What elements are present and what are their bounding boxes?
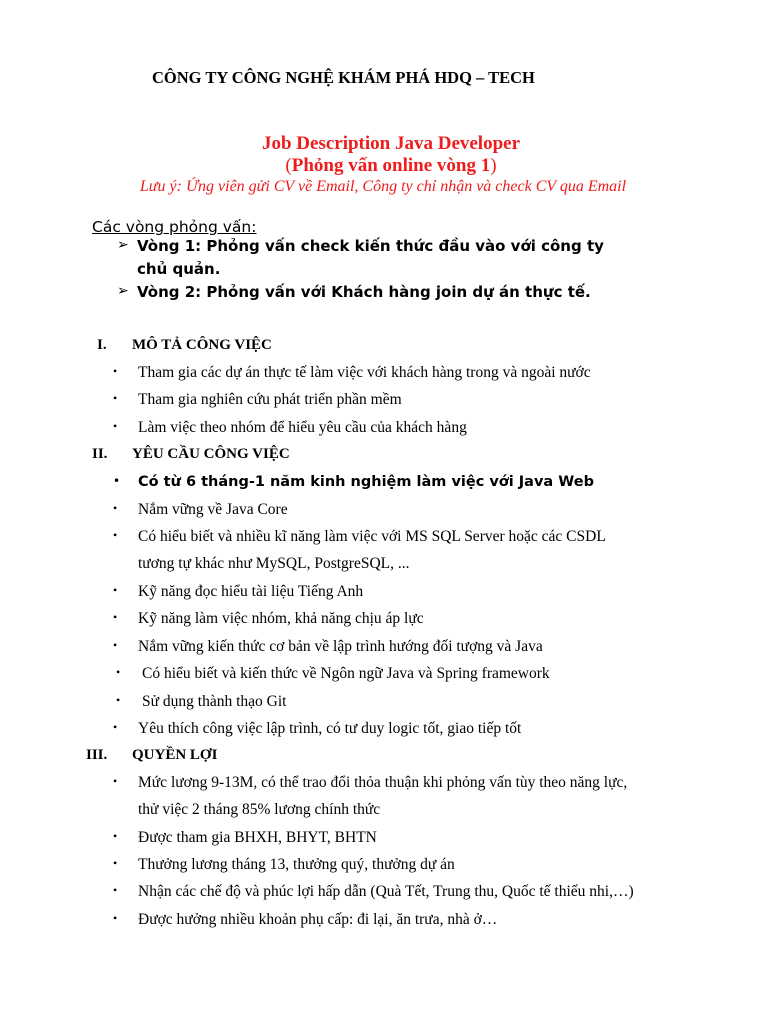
list-item-text: Mức lương 9-13M, có thể trao đổi thỏa thuận khi phỏng vấn tùy theo năng lực, — [138, 774, 628, 791]
list-item-text: Kỹ năng làm việc nhóm, khả năng chịu áp lực — [138, 610, 424, 627]
round-text: Vòng 1: Phỏng vấn check kiến thức đầu vào với công ty chủ quản. — [137, 237, 604, 278]
bullet-dot-icon: • — [116, 665, 121, 679]
section-number: III. — [86, 747, 108, 763]
subtitle-open-paren: ( — [285, 155, 292, 176]
list-item-text: tương tự khác như MySQL, PostgreSQL, ... — [138, 555, 410, 572]
list-item-text: Nhận các chế độ và phúc lợi hấp dẫn (Quà Tết, Trung thu, Quốc tế thiếu nhi,…) — [138, 883, 634, 900]
bullet-dot-icon: • — [113, 856, 118, 870]
list-item-text: Thưởng lương tháng 13, thưởng quý, thưởng dự án — [138, 856, 455, 873]
subtitle-close-paren: ) — [490, 155, 497, 176]
list-item-text: Có từ 6 tháng-1 năm kinh nghiệm làm việc với Java Web — [138, 474, 594, 490]
document-subtitle — [0, 155, 768, 177]
section-title: QUYỀN LỢI — [132, 747, 218, 763]
bullet-dot-icon: • — [113, 829, 118, 843]
bullet-dot-icon: • — [113, 883, 118, 897]
arrow-bullet-icon: ➢ — [117, 237, 129, 253]
section-title: MÔ TẢ CÔNG VIỆC — [132, 337, 272, 353]
interview-round-1 — [117, 235, 637, 281]
interview-rounds-heading — [92, 218, 256, 236]
list-item-text: Được hưởng nhiều khoản phụ cấp: đi lại, ăn trưa, nhà ở… — [138, 911, 498, 928]
list-item-text: Yêu thích công việc lập trình, có tư duy logic tốt, giao tiếp tốt — [138, 720, 522, 737]
section-number: I. — [97, 337, 107, 353]
bullet-dot-icon: • — [113, 610, 118, 624]
interview-rounds-heading-colon: : — [251, 218, 257, 236]
bullet-dot-icon: • — [113, 528, 118, 542]
list-item-text: Có hiểu biết và kiến thức về Ngôn ngữ Java và Spring framework — [142, 665, 550, 682]
document-title: Job Description Java Developer — [261, 133, 521, 154]
arrow-bullet-icon: ➢ — [117, 283, 129, 299]
bullet-dot-icon: • — [113, 720, 118, 734]
bullet-dot-icon: • — [113, 911, 118, 925]
bullet-dot-icon: • — [113, 774, 118, 788]
list-item-text: Nắm vững về Java Core — [138, 501, 288, 518]
bullet-dot-icon: • — [113, 391, 118, 405]
bullet-dot-icon: • — [113, 474, 121, 488]
list-item-text: Làm việc theo nhóm để hiểu yêu cầu của khách hàng — [138, 419, 467, 436]
bullet-dot-icon: • — [113, 638, 118, 652]
bullet-dot-icon: • — [113, 583, 118, 597]
round-text: Vòng 2: Phỏng vấn với Khách hàng join dự án thực tế. — [137, 283, 591, 301]
subtitle-text: Phỏng vấn online vòng 1 — [291, 155, 491, 176]
email-note: Lưu ý: Ứng viên gửi CV về Email, Công ty chỉ nhận và check CV qua Email — [139, 178, 627, 195]
list-item-text: Được tham gia BHXH, BHYT, BHTN — [138, 829, 377, 846]
bullet-dot-icon: • — [116, 693, 121, 707]
list-item-text: Kỹ năng đọc hiểu tài liệu Tiếng Anh — [138, 583, 364, 600]
list-item-text: Sử dụng thành thạo Git — [142, 693, 287, 710]
company-name: CÔNG TY CÔNG NGHỆ KHÁM PHÁ HDQ – TECH — [152, 68, 535, 87]
section-number: II. — [92, 446, 108, 462]
list-item-text: Tham gia nghiên cứu phát triển phần mềm — [138, 391, 402, 408]
section-title: YÊU CẦU CÔNG VIỆC — [132, 446, 290, 462]
interview-rounds-heading-text: Các vòng phỏng vấn — [92, 218, 252, 236]
interview-round-2 — [117, 281, 637, 304]
list-item-text: Tham gia các dự án thực tế làm việc với khách hàng trong và ngoài nước — [138, 364, 591, 381]
list-item-text: thử việc 2 tháng 85% lương chính thức — [138, 801, 381, 818]
bullet-dot-icon: • — [113, 419, 118, 433]
list-item-text: Nắm vững kiến thức cơ bản về lập trình hướng đối tượng và Java — [138, 638, 543, 655]
bullet-dot-icon: • — [113, 364, 118, 378]
list-item-text: Có hiểu biết và nhiều kĩ năng làm việc với MS SQL Server hoặc các CSDL — [138, 528, 606, 545]
bullet-dot-icon: • — [113, 501, 118, 515]
